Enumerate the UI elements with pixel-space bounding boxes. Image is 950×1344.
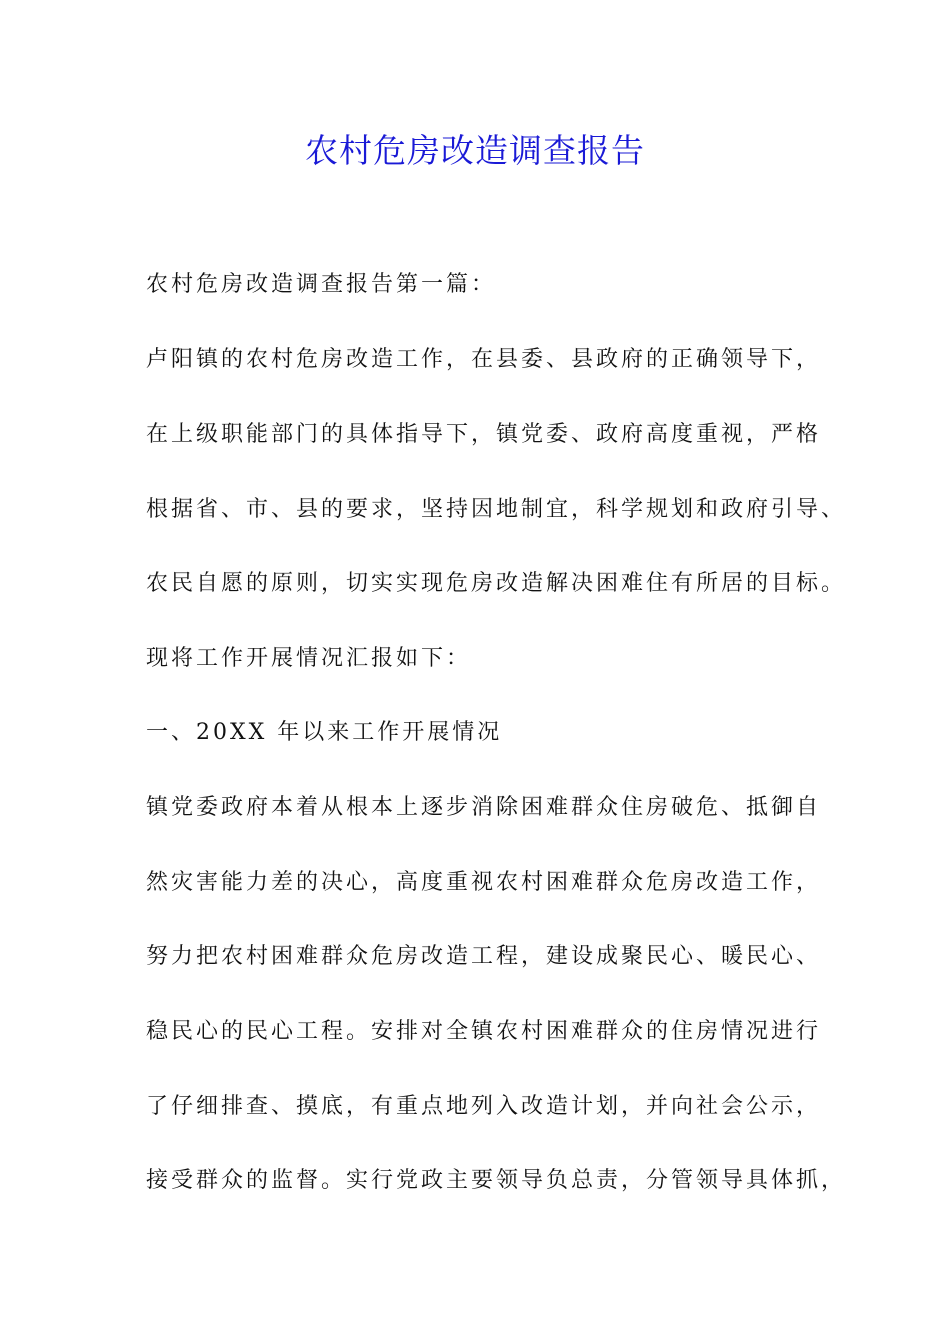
paragraph-line: 现将工作开展情况汇报如下： xyxy=(146,646,472,671)
paragraph-line: 卢阳镇的农村危房改造工作，在县委、县政府的正确领导下， xyxy=(146,347,822,372)
paragraph-line: 农民自愿的原则，切实实现危房改造解决困难住有所居的目标。 xyxy=(146,571,847,596)
paragraph-line: 稳民心的民心工程。安排对全镇农村困难群众的住房情况进行 xyxy=(146,1019,822,1044)
paragraph-line: 然灾害能力差的决心，高度重视农村困难群众危房改造工作， xyxy=(146,870,822,895)
paragraph-line: 努力把农村困难群众危房改造工程，建设成聚民心、暖民心、 xyxy=(146,944,822,969)
paragraph-line: 了仔细排查、摸底，有重点地列入改造计划，并向社会公示， xyxy=(146,1094,822,1119)
section-heading-progress: 一、20XX 年以来工作开展情况 xyxy=(146,720,503,745)
paragraph-line: 接受群众的监督。实行党政主要领导负总责，分管领导具体抓， xyxy=(146,1168,847,1193)
document-title: 农村危房改造调查报告 xyxy=(305,131,645,170)
paragraph-line: 在上级职能部门的具体指导下，镇党委、政府高度重视，严格 xyxy=(146,422,822,447)
section-heading-part-one: 农村危房改造调查报告第一篇： xyxy=(146,272,497,297)
paragraph-line: 根据省、市、县的要求，坚持因地制宜，科学规划和政府引导、 xyxy=(146,497,847,522)
paragraph-line: 镇党委政府本着从根本上逐步消除困难群众住房破危、抵御自 xyxy=(146,795,822,820)
